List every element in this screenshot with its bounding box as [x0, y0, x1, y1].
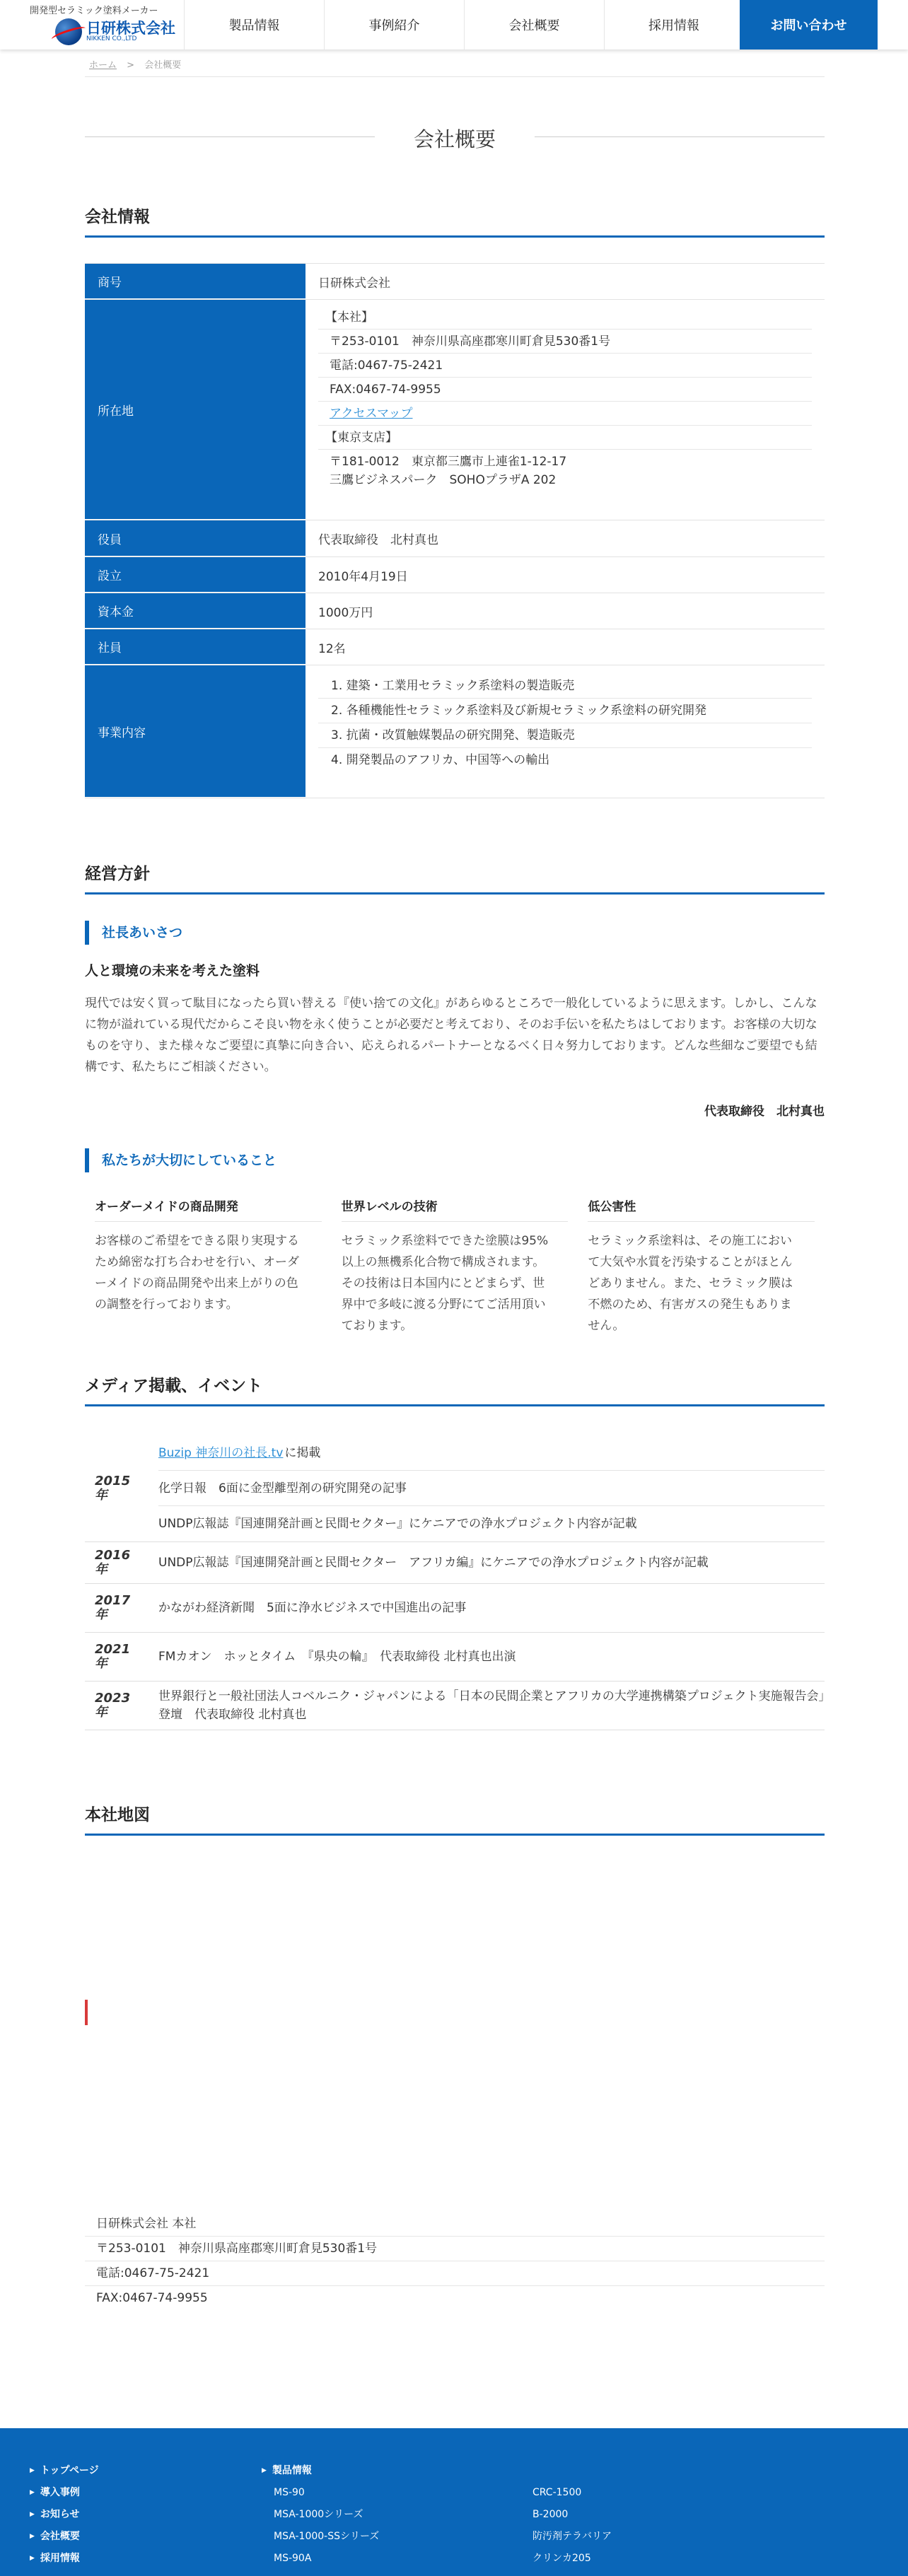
year-label: 2017年	[95, 1593, 131, 1622]
table-row	[85, 520, 825, 557]
section-heading-media: メディア掲載、イベント	[85, 1372, 825, 1406]
media-item: 化学日報 6面に金型離型剤の研究開発の記事	[158, 1471, 825, 1506]
media-year	[85, 1435, 158, 1541]
map-marker-edge	[85, 2000, 88, 2025]
nav-recruit[interactable]: 採用情報	[604, 0, 744, 49]
address-line: 【本社】	[318, 305, 812, 330]
greeting-lead: 人と環境の未来を考えた塗料	[85, 963, 260, 979]
row-label: 事業内容	[85, 665, 305, 798]
site-header	[0, 0, 908, 49]
list-item: 4. 開発製品のアフリカ、中国等への輸出	[331, 753, 550, 767]
row-label: 資本金	[85, 593, 305, 629]
list-item: 2. 各種機能性セラミック系塗料及び新規セラミック系塗料の研究開発	[318, 699, 812, 723]
footer-main-links	[30, 2460, 99, 2570]
value-text: セラミック系塗料でできた塗膜は95%以上の無機系化合物で構成されます。その技術は日本国内にとどまらず、世界中で多岐に渡る分野にてご活用頂いております。	[341, 1234, 549, 1333]
value-text: お客様のご希望をできる限り実現するため綿密な打ち合わせを行い、オーダーメイドの商品開発や出来上がりの色の調整を行っております。	[95, 1234, 299, 1312]
breadcrumb-separator: >	[127, 60, 135, 71]
footer-link-news[interactable]: ▶ お知らせ	[30, 2504, 99, 2526]
media-year	[85, 1633, 158, 1681]
subheading-values: 私たちが大切にしていること	[85, 1148, 825, 1172]
section-heading-policy: 経営方針	[85, 861, 825, 894]
address-line: 【東京支店】	[318, 426, 812, 450]
list-item: 3. 抗菌・改質触媒製品の研究開発、製造販売	[318, 723, 812, 748]
address-line: 〒253-0101 神奈川県高座郡寒川町倉見530番1号	[318, 330, 812, 354]
media-items	[158, 1584, 825, 1632]
row-value: 1000万円	[318, 605, 373, 620]
company-info-table	[85, 263, 825, 798]
logo[interactable]	[30, 3, 185, 47]
year-label: 2023年	[95, 1691, 131, 1720]
logo-mark-icon	[55, 18, 82, 45]
media-year-row	[85, 1633, 825, 1682]
row-value: 日研株式会社	[318, 276, 390, 291]
footer-product-link[interactable]: B-2000	[532, 2509, 569, 2520]
address-line: 〒181-0012 東京都三鷹市上連雀1-12-17 三鷹ビジネスパーク SOHOプラザA 202	[330, 455, 567, 487]
footer-products-links-2	[520, 2482, 612, 2570]
media-year-row	[85, 1682, 825, 1730]
footer-link-company[interactable]: ▶ 会社概要	[30, 2526, 99, 2548]
map-info-line: 日研株式会社 本社	[85, 2212, 825, 2237]
values-list	[85, 1196, 825, 1336]
contact-button[interactable]: お問い合わせ	[740, 0, 878, 49]
map-info-line: 電話:0467-75-2421	[85, 2261, 825, 2286]
value-card	[332, 1196, 578, 1336]
page-title-text: 会社概要	[413, 127, 496, 151]
global-nav	[184, 0, 744, 49]
table-row	[85, 629, 825, 665]
media-item: 世界銀行と一般社団法人コベルニク・ジャパンによる「日本の民間企業とアフリカの大学連携構築プロジェクト実施報告会」登壇 代表取締役 北村真也	[158, 1689, 825, 1722]
row-label: 役員	[85, 520, 305, 556]
footer-link-top[interactable]: ▶ トップページ	[30, 2460, 99, 2482]
media-item: UNDP広報誌『国連開発計画と民間セクター』にケニアでの浄水プロジェクト内容が記載	[158, 1517, 637, 1531]
value-card	[85, 1196, 332, 1336]
footer-product-link[interactable]: MS-90A	[274, 2553, 312, 2564]
table-row	[85, 557, 825, 593]
section-heading-map: 本社地図	[85, 1802, 825, 1836]
access-map-link-text[interactable]: アクセスマップ	[330, 407, 413, 421]
media-year	[85, 1682, 158, 1730]
year-label: 2016年	[95, 1548, 131, 1577]
breadcrumb-current: 会社概要	[144, 60, 182, 71]
year-label: 2021年	[95, 1642, 131, 1671]
media-list	[85, 1435, 825, 1730]
greeting-body: 現代では安く買って駄目になったら買い替える『使い捨ての文化』があらゆるところで一般化しているように思えます。しかし、こんなに物が溢れている現代だからこそ良い物を永く使うことが必要だと考えており、そのお手伝いを私たちはしております。お客様の大切なものを守り、また様々なご要望に真摯に向き合い、応えられるパートナーとなるべく日々努力しております。どんな些細なご要望でも結構です、私たちにご相談ください。	[85, 996, 817, 1074]
value-text: セラミック系塗料は、その施工において大気や水質を汚染することがほとんどありません。また、セラミック膜は不燃のため、有害ガスの発生もありません。	[588, 1234, 793, 1333]
value-card	[578, 1196, 825, 1336]
business-list	[305, 665, 825, 798]
media-item: UNDP広報誌『国連開発計画と民間セクター アフリカ編』にケニアでの浄水プロジェクト内容が記載	[158, 1556, 709, 1570]
media-year	[85, 1584, 158, 1632]
footer-products-heading[interactable]: ▶ 製品情報	[262, 2460, 379, 2482]
year-label: 2015年	[95, 1474, 131, 1503]
page-title	[85, 124, 825, 153]
logo-company-en: NIKKEN CO.,LTD	[86, 35, 137, 42]
logo-tagline: 開発型セラミック塗料メーカー	[30, 6, 158, 16]
row-label: 設立	[85, 557, 305, 593]
breadcrumb-home[interactable]: ホーム	[89, 60, 117, 71]
media-items	[158, 1542, 825, 1583]
address-cell	[305, 300, 825, 520]
media-year-row	[85, 1435, 825, 1542]
row-value: 12名	[318, 641, 346, 656]
nav-cases[interactable]: 事例紹介	[324, 0, 464, 49]
media-item-text: に掲載	[284, 1445, 321, 1460]
row-value: 2010年4月19日	[318, 569, 408, 584]
breadcrumb	[89, 57, 181, 71]
list-item: 1. 建築・工業用セラミック系塗料の製造販売	[318, 674, 812, 699]
media-link[interactable]: Buzip 神奈川の社長.tv	[158, 1445, 284, 1460]
table-row	[85, 665, 825, 798]
media-item	[158, 1435, 825, 1471]
footer-products-links	[262, 2460, 379, 2570]
map-embed[interactable]	[85, 1858, 825, 2181]
address-line: FAX:0467-74-9955	[318, 378, 812, 402]
site-footer	[0, 2428, 908, 2576]
logo-company-name: 日研株式会社	[86, 20, 175, 37]
address-line: 電話:0467-75-2421	[318, 354, 812, 378]
nav-company[interactable]: 会社概要	[464, 0, 604, 49]
nav-products[interactable]: 製品情報	[184, 0, 324, 49]
media-year-row	[85, 1584, 825, 1633]
row-label: 商号	[85, 264, 305, 299]
footer-link-recruit[interactable]: ▶ 採用情報	[30, 2548, 99, 2570]
media-item: かながわ経済新聞 5面に浄水ビジネスで中国進出の記事	[158, 1601, 467, 1615]
media-item: FMカオン ホッとタイム 『県央の輪』 代表取締役 北村真也出演	[158, 1650, 516, 1664]
value-title: オーダーメイドの商品開発	[95, 1196, 322, 1222]
table-row	[85, 593, 825, 629]
footer-product-link[interactable]: クリンカ205	[532, 2553, 591, 2564]
map-address-list	[85, 2212, 825, 2311]
footer-product-link[interactable]: 防汚剤テラバリア	[532, 2531, 612, 2542]
value-title: 世界レベルの技術	[342, 1196, 569, 1222]
greeting-signature: 代表取締役 北村真也	[704, 1105, 825, 1119]
footer-product-link[interactable]: MSA-1000シリーズ	[274, 2509, 363, 2520]
media-items	[158, 1682, 825, 1730]
table-row	[85, 263, 825, 300]
divider	[85, 76, 825, 77]
row-value: 代表取締役 北村真也	[318, 533, 438, 547]
media-items	[158, 1435, 825, 1541]
access-map-link[interactable]	[318, 402, 812, 426]
subheading-greeting: 社長あいさつ	[85, 921, 825, 945]
media-items	[158, 1633, 825, 1681]
table-row	[85, 300, 825, 520]
media-year-row	[85, 1542, 825, 1584]
footer-product-link[interactable]: MS-90	[274, 2487, 305, 2498]
footer-product-link[interactable]: MSA-1000-SSシリーズ	[274, 2531, 380, 2542]
map-info-line: FAX:0467-74-9955	[96, 2291, 208, 2305]
footer-product-link[interactable]: CRC-1500	[532, 2487, 582, 2498]
row-label: 所在地	[85, 300, 305, 520]
section-heading-company-info: 会社情報	[85, 204, 825, 238]
map-info-line: 〒253-0101 神奈川県高座郡寒川町倉見530番1号	[85, 2237, 825, 2261]
media-year	[85, 1542, 158, 1583]
footer-link-cases[interactable]: ▶ 導入事例	[30, 2482, 99, 2504]
value-title: 低公害性	[588, 1196, 815, 1222]
row-label: 社員	[85, 629, 305, 665]
